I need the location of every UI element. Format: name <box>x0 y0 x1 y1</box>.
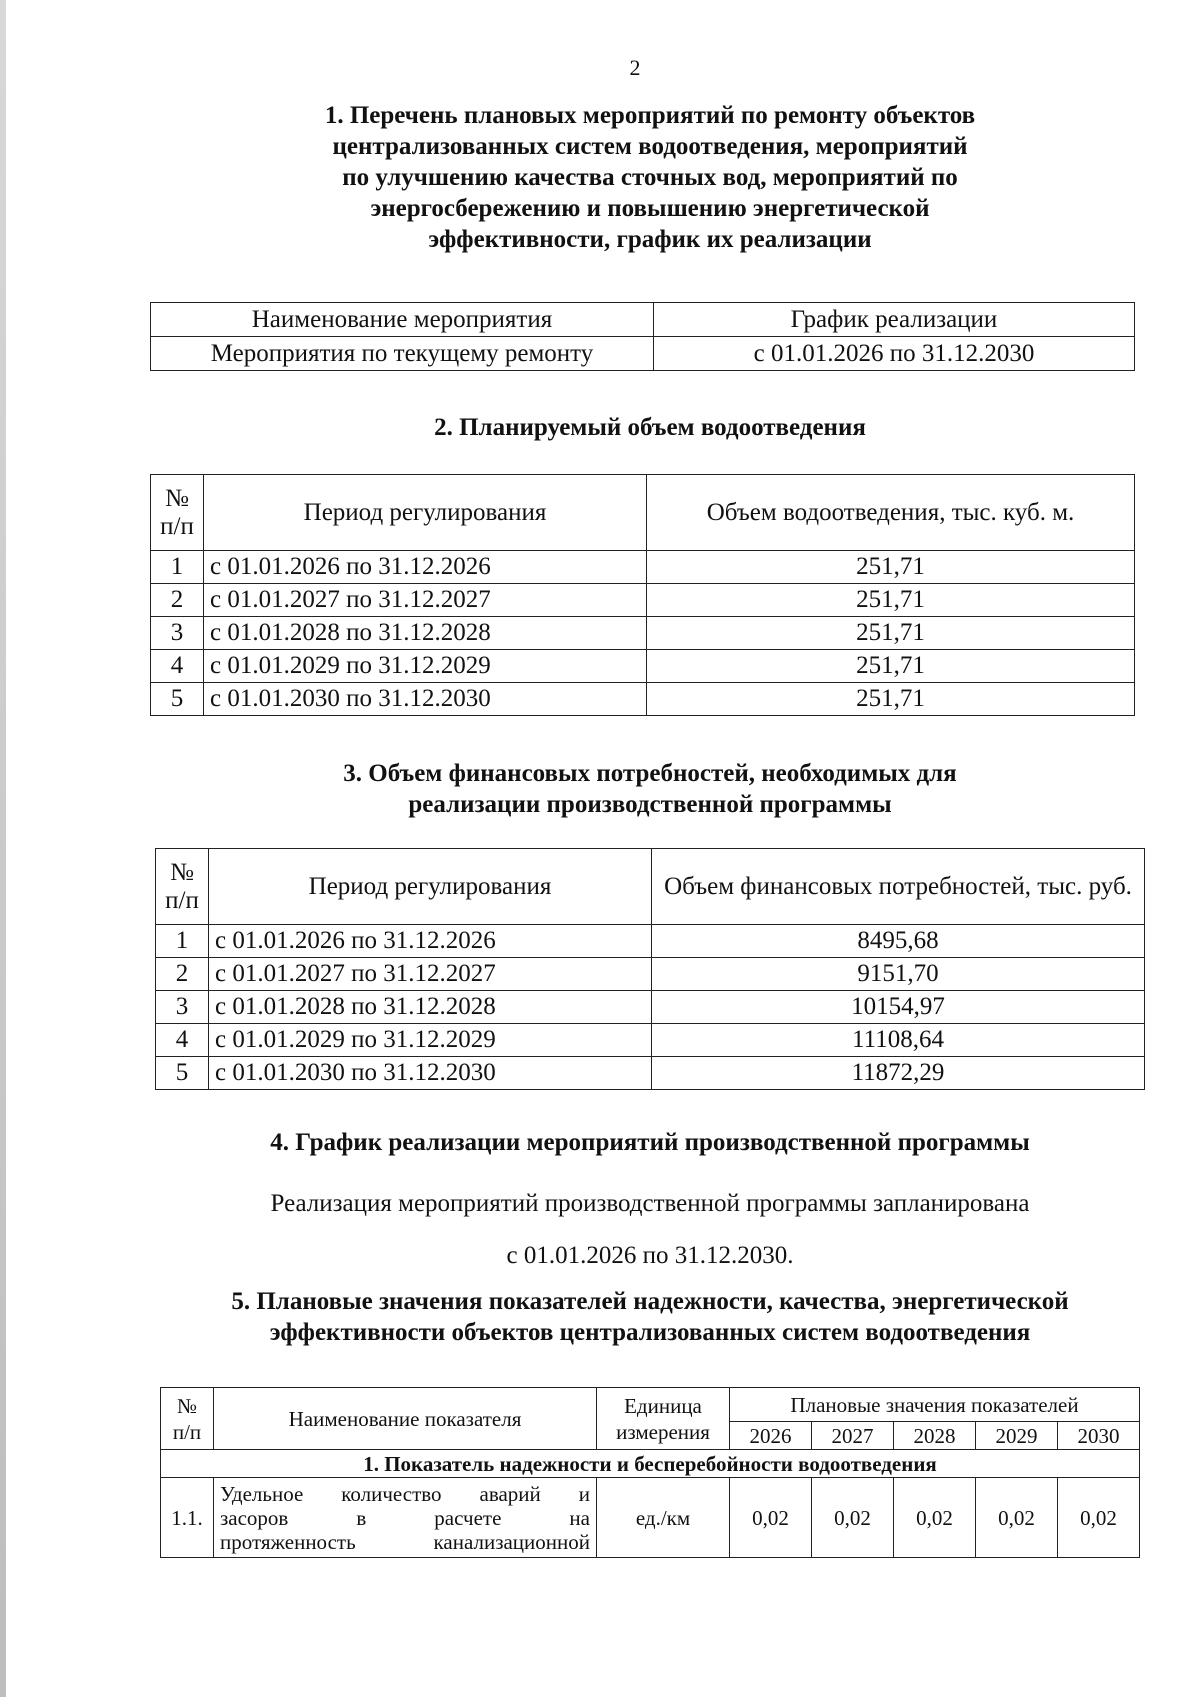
table-row <box>151 551 1135 584</box>
section-3-table <box>155 848 1145 1090</box>
value-cell: 0,02 <box>1057 1478 1139 1558</box>
row-number: 3 <box>156 991 209 1024</box>
section-1-title-line: 1. Перечень плановых мероприятий по ремонту объектов <box>324 102 976 129</box>
row-period: с 01.01.2029 по 31.12.2029 <box>204 650 647 683</box>
section-1-title-line: централизованных систем водоотведения, мероприятий <box>332 133 968 160</box>
section-5-title-line: эффективности объектов централизованных систем водоотведения <box>269 1319 1031 1346</box>
section-3-title-line: 3. Объем финансовых потребностей, необходимых для <box>343 760 957 787</box>
row-period: с 01.01.2028 по 31.12.2028 <box>209 991 652 1024</box>
row-value: 251,71 <box>647 683 1135 716</box>
value-cell: 0,02 <box>730 1478 812 1558</box>
indicator-name-line: протяженность канализационной <box>220 1529 590 1554</box>
table-row <box>151 584 1135 617</box>
section-1-title-line: эффективности, график их реализации <box>428 226 872 253</box>
row-value: 251,71 <box>647 617 1135 650</box>
header-cell: Период регулирования <box>204 475 647 551</box>
header-cell: Период регулирования <box>209 849 652 925</box>
year-cell: 2028 <box>893 1422 975 1450</box>
section-2-title: 2. Планируемый объем водоотведения <box>434 414 866 441</box>
table-row <box>156 1057 1145 1090</box>
row-number: 2 <box>156 958 209 991</box>
header-cell: Наименование показателя <box>214 1388 597 1450</box>
section-5-title <box>150 1286 1150 1348</box>
row-number: 4 <box>156 1024 209 1057</box>
section-4-text-line: Реализация мероприятий производственной программы запланирована <box>270 1190 1030 1217</box>
section-1-title-line: энергосбережению и повышению энергетической <box>370 195 930 222</box>
section-1-table <box>150 302 1135 371</box>
row-period: с 01.01.2029 по 31.12.2029 <box>209 1024 652 1057</box>
year-cell: 2026 <box>730 1422 812 1450</box>
row-value: 11108,64 <box>652 1024 1145 1057</box>
row-number: 4 <box>151 650 204 683</box>
table-row <box>156 925 1145 958</box>
row-period: с 01.01.2028 по 31.12.2028 <box>204 617 647 650</box>
row-value: 10154,97 <box>652 991 1145 1024</box>
header-cell: Наименование мероприятия <box>151 303 654 337</box>
header-cell: Объем водоотведения, тыс. куб. м. <box>647 475 1135 551</box>
table-cell: с 01.01.2026 по 31.12.2030 <box>654 337 1135 371</box>
table-row <box>151 617 1135 650</box>
indicator-name-line: засоров в расчете на <box>220 1505 590 1530</box>
row-number: 1.1. <box>161 1478 214 1558</box>
group-header: 1. Показатель надежности и бесперебойности водоотведения <box>161 1450 1140 1478</box>
section-1-title-line: по улучшению качества сточных вод, мероприятий по <box>342 164 958 191</box>
section-3-title-line: реализации производственной программы <box>408 791 892 818</box>
value-cell: 0,02 <box>975 1478 1057 1558</box>
header-cell: Объем финансовых потребностей, тыс. руб. <box>652 849 1145 925</box>
year-cell: 2030 <box>1057 1422 1139 1450</box>
header-cell: № п/п <box>151 475 204 551</box>
row-number: 1 <box>151 551 204 584</box>
table-row <box>156 1024 1145 1057</box>
indicator-name <box>214 1478 597 1558</box>
section-2-table <box>150 474 1135 716</box>
table-row <box>156 958 1145 991</box>
table-row <box>151 683 1135 716</box>
indicator-name-line: Удельное количество аварий и <box>220 1481 590 1506</box>
table-row <box>161 1478 1140 1558</box>
section-3-title <box>150 758 1150 820</box>
header-cell: График реализации <box>654 303 1135 337</box>
value-cell: 0,02 <box>811 1478 893 1558</box>
row-period: с 01.01.2027 по 31.12.2027 <box>209 958 652 991</box>
unit-cell: ед./км <box>597 1478 730 1558</box>
section-5-table <box>160 1387 1140 1558</box>
section-1-title <box>150 100 1150 255</box>
table-cell: Мероприятия по текущему ремонту <box>151 337 654 371</box>
row-value: 9151,70 <box>652 958 1145 991</box>
value-cell: 0,02 <box>893 1478 975 1558</box>
header-cell: Плановые значения показателей <box>730 1388 1140 1422</box>
row-number: 2 <box>151 584 204 617</box>
row-value: 251,71 <box>647 584 1135 617</box>
scan-edge <box>0 0 6 1697</box>
row-value: 251,71 <box>647 551 1135 584</box>
row-period: с 01.01.2030 по 31.12.2030 <box>209 1057 652 1090</box>
row-number: 1 <box>156 925 209 958</box>
row-period: с 01.01.2030 по 31.12.2030 <box>204 683 647 716</box>
row-value: 11872,29 <box>652 1057 1145 1090</box>
year-cell: 2029 <box>975 1422 1057 1450</box>
row-value: 8495,68 <box>652 925 1145 958</box>
section-5-title-line: 5. Плановые значения показателей надежности, качества, энергетической <box>231 1288 1069 1315</box>
row-number: 5 <box>156 1057 209 1090</box>
row-number: 5 <box>151 683 204 716</box>
table-row <box>156 991 1145 1024</box>
header-cell: № п/п <box>156 849 209 925</box>
table-row <box>151 650 1135 683</box>
header-cell: № п/п <box>161 1388 214 1450</box>
page-number: 2 <box>629 55 641 80</box>
header-cell: Единица измерения <box>597 1388 730 1450</box>
row-period: с 01.01.2026 по 31.12.2026 <box>204 551 647 584</box>
row-period: с 01.01.2027 по 31.12.2027 <box>204 584 647 617</box>
section-4-text-line: с 01.01.2026 по 31.12.2030. <box>506 1242 794 1269</box>
section-4-title: 4. График реализации мероприятий производственной программы <box>270 1129 1030 1156</box>
row-period: с 01.01.2026 по 31.12.2026 <box>209 925 652 958</box>
row-value: 251,71 <box>647 650 1135 683</box>
year-cell: 2027 <box>811 1422 893 1450</box>
row-number: 3 <box>151 617 204 650</box>
